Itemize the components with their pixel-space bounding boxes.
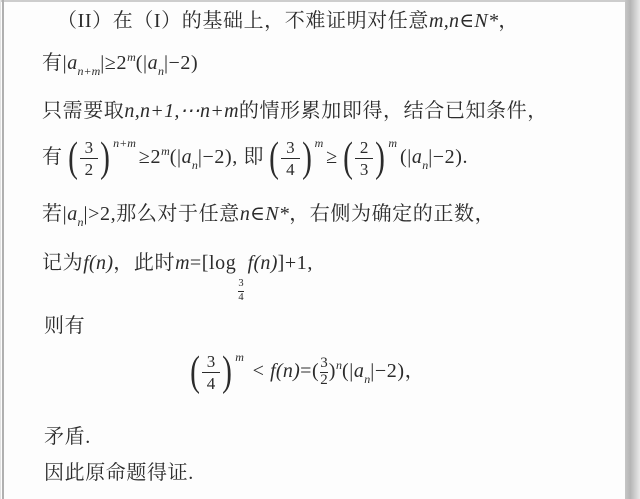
fraction-numerator: 3: [286, 138, 295, 157]
text-segment: 记为: [42, 252, 84, 274]
proof-line-2: [42, 50, 198, 80]
text-segment: 有: [42, 146, 63, 169]
proof-line-4: [42, 134, 469, 181]
proof-line-1: [57, 8, 519, 34]
text-segment: ≥2: [138, 146, 162, 169]
math-variable-a: a: [181, 146, 192, 169]
math-expression: n,n+1,⋯n+m: [124, 100, 239, 122]
text-segment: (|: [342, 360, 354, 383]
math-function-f: f(n): [247, 252, 278, 274]
text-segment: |−2)，: [370, 360, 426, 383]
open-paren: (: [189, 348, 200, 395]
small-fraction-three-halves: [320, 356, 328, 389]
superscript: m: [127, 50, 136, 64]
close-paren: ): [222, 348, 233, 395]
proof-line-10: [44, 460, 194, 486]
fraction-numerator: 2: [359, 138, 369, 157]
text-segment: ，: [498, 10, 519, 32]
math-variable-a: a: [411, 146, 423, 169]
math-expression: n∈N*: [239, 203, 290, 225]
close-paren: ): [100, 134, 111, 181]
scan-edge-left: [2, 0, 4, 499]
text-segment: 则有: [44, 315, 86, 337]
text-segment: 有|: [42, 52, 68, 74]
exponent: n+m: [113, 136, 136, 150]
math-expression: m,n∈N*: [428, 10, 499, 32]
subscript: n: [422, 158, 429, 173]
text-segment: 的情形累加即得，结合已知条件，: [238, 100, 548, 122]
text-segment: 那么对于任意: [116, 203, 240, 225]
superscript: m: [161, 144, 170, 159]
fraction-numerator: 3: [320, 355, 328, 372]
log-base-fraction: [238, 278, 243, 304]
text-segment: 矛盾.: [44, 426, 91, 448]
subscript: n: [364, 372, 371, 387]
text-segment: (|: [135, 52, 148, 74]
proof-line-7: [44, 313, 85, 339]
proof-line-5: [42, 201, 495, 231]
fraction-numerator: 3: [84, 138, 94, 157]
text-segment: 若|: [42, 203, 68, 225]
math-variable-a: a: [67, 203, 78, 225]
text-segment: ≥: [326, 146, 338, 169]
math-function-f: f(n): [270, 360, 301, 383]
log-base-numerator: 3: [238, 278, 244, 289]
exponent: m: [314, 136, 324, 150]
open-paren: (: [269, 134, 279, 181]
math-variable-m: m: [175, 252, 190, 274]
subscript: n: [191, 158, 198, 173]
text-segment: |−2): [163, 52, 199, 74]
fraction-two-thirds: [341, 134, 397, 181]
text-segment: <: [246, 360, 271, 383]
text-segment: ]+1,: [277, 252, 314, 274]
subscript: n+m: [77, 64, 101, 78]
text-segment: (|: [169, 146, 182, 169]
math-function-f: f(n): [83, 252, 114, 274]
scan-edge-left-outer: [0, 0, 1, 499]
fraction-three-quarters: [267, 134, 324, 181]
proof-line-3: [42, 98, 548, 124]
text-segment: ，右侧为确定的正数，: [289, 203, 496, 225]
text-segment: |≥2: [100, 52, 128, 74]
text-segment: （II）在（I）的基础上，不难证明对任意: [57, 10, 429, 32]
text-segment: |>2,: [83, 203, 117, 225]
scan-edge-right: [625, 0, 640, 499]
exponent: m: [388, 136, 397, 150]
log-base-denominator: 4: [238, 291, 244, 303]
text-segment: 只需要取: [42, 100, 125, 122]
fraction-denominator: 2: [320, 372, 328, 389]
fraction-denominator: 3: [355, 158, 374, 179]
superscript: n: [336, 358, 343, 373]
proof-line-8-equation: [0, 348, 610, 395]
fraction-three-halves: [66, 134, 136, 181]
math-variable-a: a: [67, 52, 78, 74]
text-segment: 因此原命题得证.: [44, 462, 194, 484]
open-paren: (: [342, 134, 353, 181]
text-segment: |−2).: [428, 146, 469, 169]
fraction-numerator: 3: [206, 352, 216, 371]
fraction-three-quarters: [188, 348, 244, 395]
math-variable-a: a: [353, 360, 365, 383]
close-paren: ): [301, 134, 312, 181]
math-variable-a: a: [147, 52, 158, 74]
open-paren: (: [67, 134, 78, 181]
scan-edge-top: [0, 0, 640, 2]
subscript: n: [77, 215, 84, 229]
text-segment: ，此时: [113, 252, 176, 274]
text-segment: =(: [300, 360, 320, 383]
text-segment: |−2), 即: [197, 146, 265, 169]
fraction-denominator: 4: [202, 372, 221, 393]
subscript: n: [157, 64, 164, 78]
text-segment: ): [328, 360, 337, 383]
close-paren: ): [375, 134, 386, 181]
fraction-denominator: 4: [281, 158, 300, 179]
text-segment: (|: [400, 146, 412, 169]
exponent: m: [235, 350, 244, 364]
text-segment: =[log: [189, 252, 237, 274]
proof-line-6: [42, 250, 313, 304]
proof-line-9: [44, 424, 91, 450]
fraction-denominator: 2: [80, 158, 99, 179]
